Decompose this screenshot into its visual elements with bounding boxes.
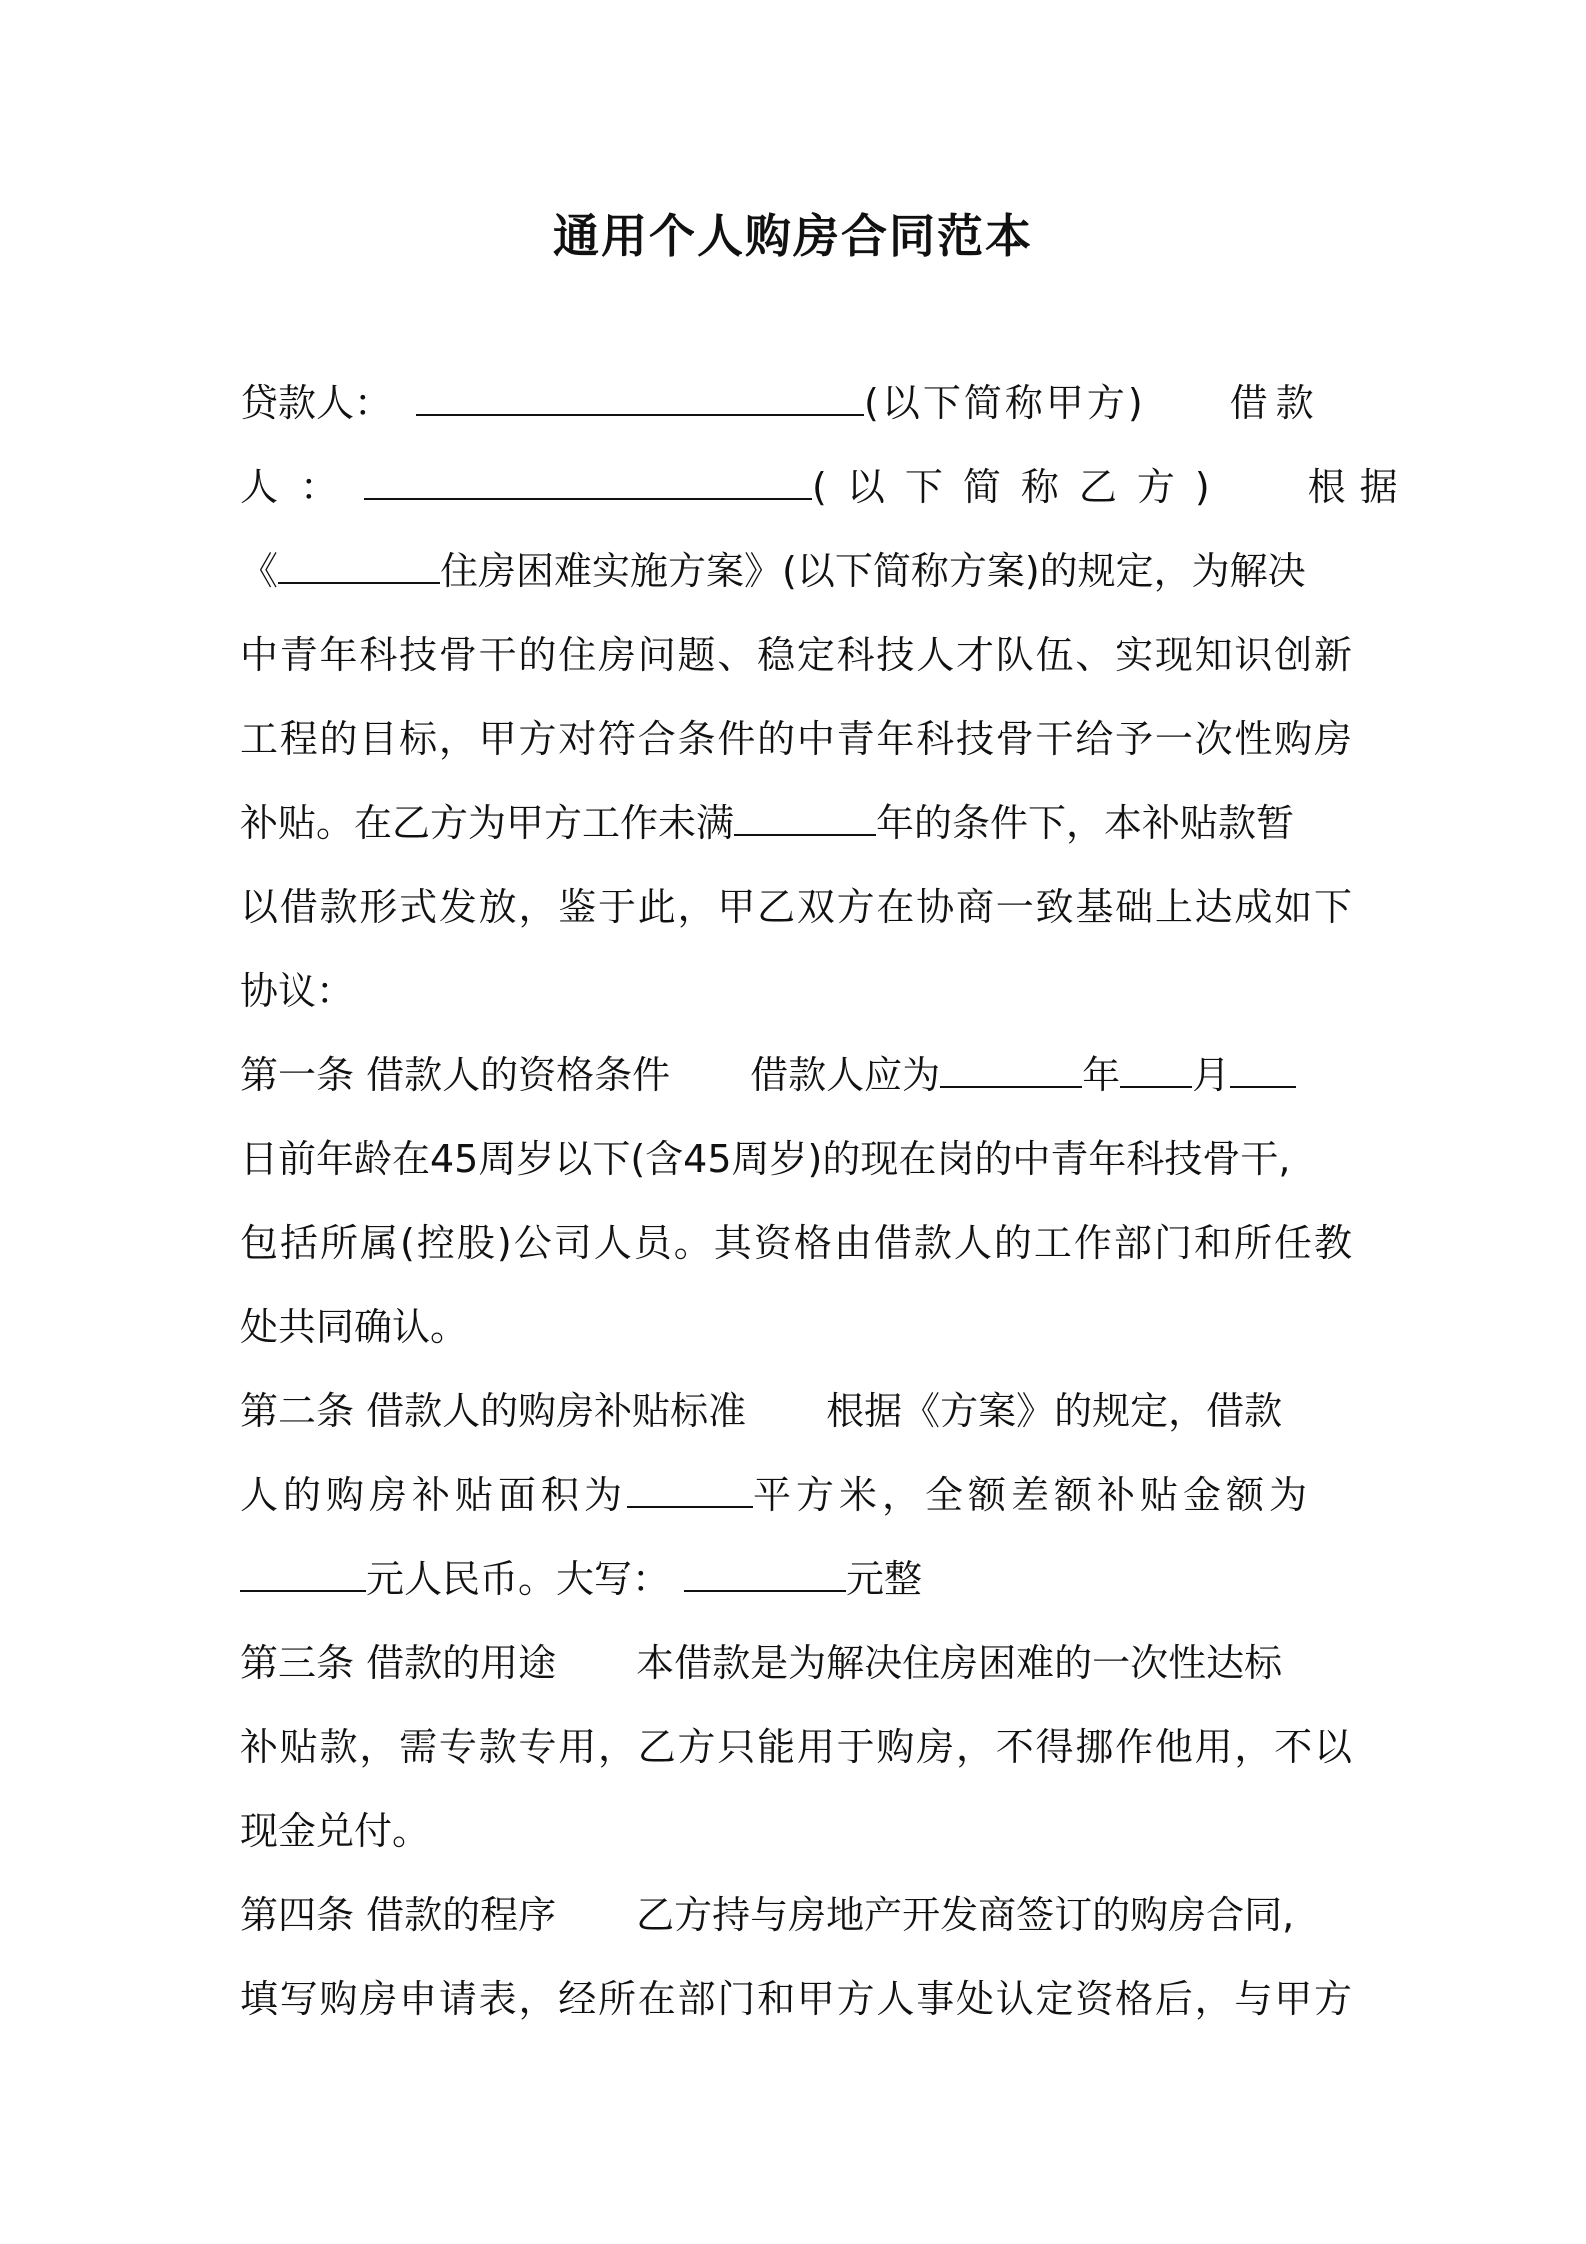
- work-years-text: 补贴。在乙方为甲方工作未满: [240, 801, 735, 845]
- borrower-label-start: 借款: [1229, 381, 1322, 425]
- preamble-line-3: [240, 546, 1306, 596]
- preamble-line-7: 以借款形式发放，鉴于此，甲乙双方在协商一致基础上达成如下: [240, 885, 1352, 929]
- article-3-line-3: 现金兑付。: [240, 1809, 431, 1853]
- article-1-line-3: 包括所属(控股)公司人员。其资格由借款人的工作部门和所任教: [240, 1221, 1352, 1265]
- plan-name-blank[interactable]: [278, 546, 440, 584]
- preamble-line-6: [240, 798, 1294, 848]
- preamble-line-8: 协议：: [240, 969, 355, 1013]
- article-4-line-2: 填写购房申请表，经所在部门和甲方人事处认定资格后，与甲方: [240, 1977, 1352, 2021]
- article-2-line-3: [240, 1554, 922, 1604]
- article-4-heading: 第四条 借款的程序: [240, 1893, 557, 1937]
- article-3-line-1: [240, 1638, 1282, 1688]
- article-3-heading: 第三条 借款的用途: [240, 1641, 557, 1685]
- lender-alias: (以下简称甲方): [864, 381, 1146, 425]
- article-2-line-1: [240, 1386, 1282, 1436]
- preamble-line-1: [240, 378, 1322, 428]
- article-3-text: 本借款是为解决住房困难的一次性达标: [636, 1641, 1283, 1685]
- article-4-line-1: [240, 1890, 1294, 1940]
- preamble-line-2: [240, 462, 1412, 512]
- article-1-text: 借款人应为: [750, 1053, 941, 1097]
- month-blank[interactable]: [1120, 1050, 1192, 1088]
- borrower-name-blank[interactable]: [364, 462, 812, 500]
- article-2-line-2: [240, 1470, 1312, 1520]
- article-2-heading: 第二条 借款人的购房补贴标准: [240, 1389, 747, 1433]
- amount-unit-text: 元人民币。大写：: [366, 1557, 671, 1601]
- article-2-text: 根据《方案》的规定，借款: [826, 1389, 1283, 1433]
- according-to: 根据: [1307, 465, 1412, 509]
- amount-blank[interactable]: [240, 1554, 366, 1592]
- article-3-line-2: 补贴款，需专款专用，乙方只能用于购房，不得挪作他用，不以: [240, 1725, 1352, 1769]
- book-title-open: 《: [240, 549, 279, 593]
- borrower-alias: (以下简称乙方): [812, 465, 1230, 509]
- day-blank[interactable]: [1230, 1050, 1296, 1088]
- article-4-text: 乙方持与房地产开发商签订的购房合同,: [636, 1893, 1295, 1937]
- work-years-blank[interactable]: [734, 798, 876, 836]
- article-1-line-4: 处共同确认。: [240, 1305, 469, 1349]
- preamble-line-4: 中青年科技骨干的住房问题、稳定科技人才队伍、实现知识创新: [240, 633, 1352, 677]
- amount-suffix: 元整: [846, 1557, 923, 1601]
- area-blank[interactable]: [627, 1470, 753, 1508]
- year-blank[interactable]: [940, 1050, 1082, 1088]
- subsidy-area-text: 人的购房补贴面积为: [240, 1473, 628, 1517]
- borrower-label-end: 人：: [240, 465, 361, 509]
- lender-name-blank[interactable]: [416, 378, 864, 416]
- subsidy-amount-text: 平方米，全额差额补贴金额为: [753, 1473, 1313, 1517]
- plan-reference: 住房困难实施方案》(以下简称方案)的规定，为解决: [440, 549, 1306, 593]
- year-label: 年: [1082, 1053, 1121, 1097]
- document-title: 通用个人购房合同范本: [553, 209, 1033, 263]
- article-1-heading: 第一条 借款人的资格条件: [240, 1053, 671, 1097]
- article-1-line-1: [240, 1050, 1296, 1100]
- article-1-line-2: 日前年龄在45周岁以下(含45周岁)的现在岗的中青年科技骨干,: [240, 1137, 1291, 1181]
- amount-in-words-blank[interactable]: [684, 1554, 846, 1592]
- lender-label: 贷款人：: [240, 381, 393, 425]
- month-label: 月: [1192, 1053, 1231, 1097]
- loan-condition-text: 年的条件下，本补贴款暂: [876, 801, 1295, 845]
- preamble-line-5: 工程的目标，甲方对符合条件的中青年科技骨干给予一次性购房: [240, 717, 1352, 761]
